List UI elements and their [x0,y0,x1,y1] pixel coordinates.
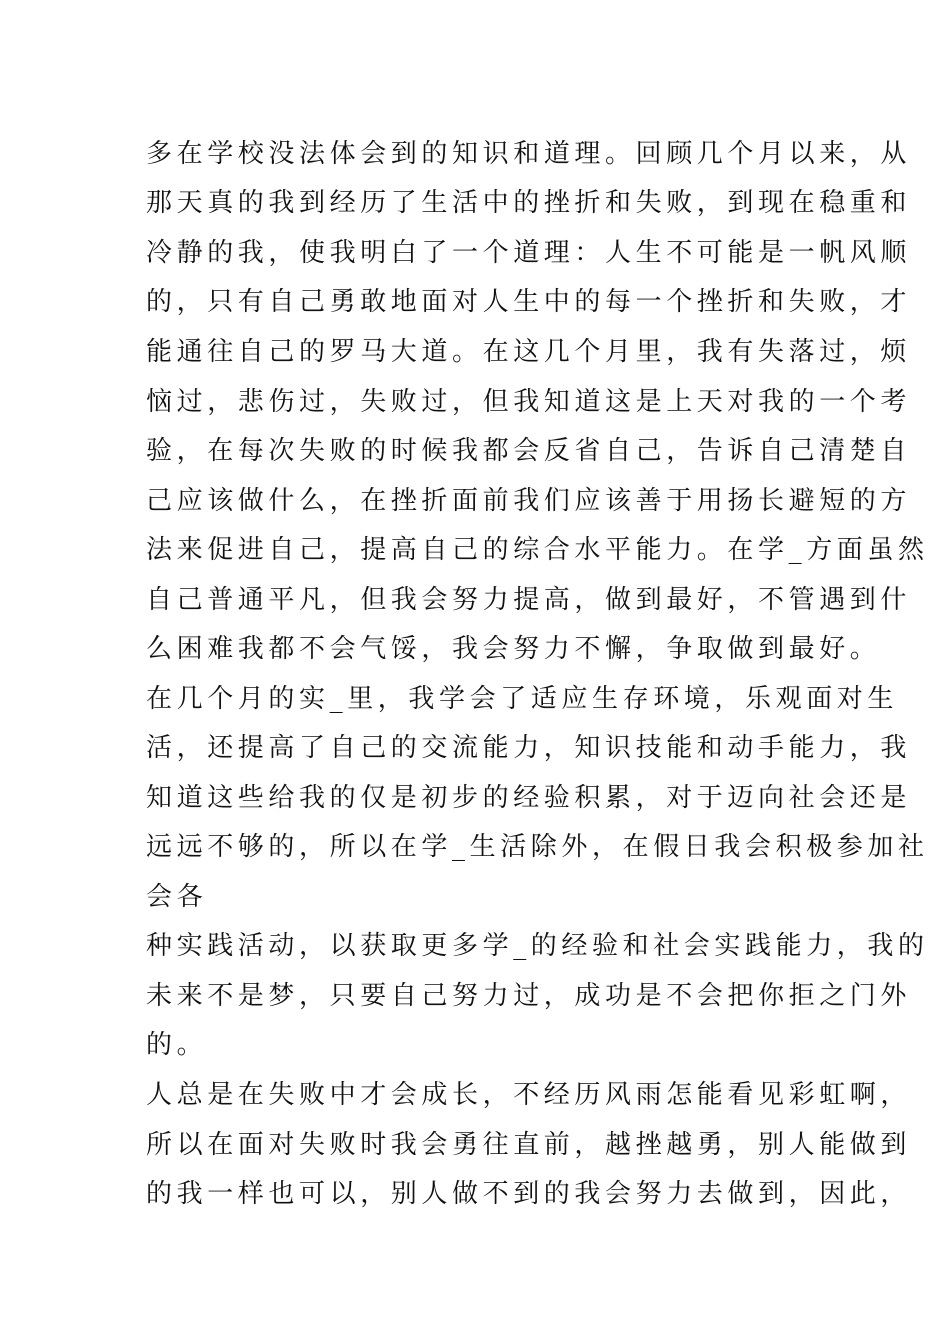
text-line: 恼过，悲伤过，失败过，但我知道这是上天对我的一个考 [146,387,912,417]
text-line: 自己普通平凡，但我会努力提高，做到最好，不管遇到什 [146,585,912,615]
text-line: 的。 [146,1030,208,1060]
text-line: 的，只有自己勇敢地面对人生中的每一个挫折和失败，才 [146,287,912,317]
text-line: 未来不是梦，只要自己努力过，成功是不会把你拒之门外 [146,981,912,1011]
text-line: 么困难我都不会气馁，我会努力不懈，争取做到最好。 [146,634,881,664]
text-line: 法来促进自己，提高自己的综合水平能力。在学_方面虽然 [146,535,929,565]
text-line: 远远不够的，所以在学_生活除外，在假日我会积极参加社 [146,832,929,862]
text-line: 所以在面对失败时我会勇往直前，越挫越勇，别人能做到 [146,1130,912,1160]
text-line: 活，还提高了自己的交流能力，知识技能和动手能力，我 [146,733,912,763]
text-line: 种实践活动，以获取更多学_的经验和社会实践能力，我的 [146,931,929,961]
text-line: 己应该做什么，在挫折面前我们应该善于用扬长避短的方 [146,486,912,516]
text-line: 冷静的我，使我明白了一个道理：人生不可能是一帆风顺 [146,238,912,268]
text-line: 人总是在失败中才会成长，不经历风雨怎能看见彩虹啊， [146,1080,912,1110]
text-line: 验，在每次失败的时候我都会反省自己，告诉自己清楚自 [146,436,912,466]
text-line: 会各 [146,882,208,912]
text-line: 能通往自己的罗马大道。在这几个月里，我有失落过，烦 [146,337,912,367]
text-line: 那天真的我到经历了生活中的挫折和失败，到现在稳重和 [146,188,912,218]
text-line: 在几个月的实_里，我学会了适应生存环境，乐观面对生 [146,684,899,714]
text-line: 知道这些给我的仅是初步的经验积累，对于迈向社会还是 [146,783,912,813]
text-line: 多在学校没法体会到的知识和道理。回顾几个月以来，从 [146,139,912,169]
text-line: 的我一样也可以，别人做不到的我会努力去做到，因此， [146,1179,912,1209]
